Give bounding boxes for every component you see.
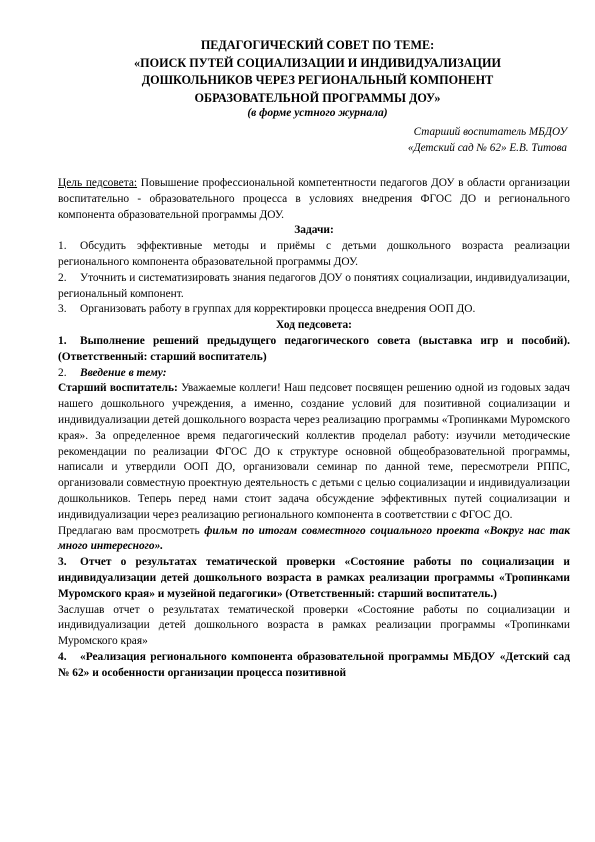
tasks-title: Задачи:	[294, 224, 334, 237]
document-heading	[60, 37, 575, 107]
heading-line-3: ДОШКОЛЬНИКОВ ЧЕРЕЗ РЕГИОНАЛЬНЫЙ КОМПОНЕНТ	[141, 73, 494, 87]
heading-line-4: ОБРАЗОВАТЕЛЬНОЙ ПРОГРАММЫ ДОУ»	[194, 90, 441, 105]
goal-text: Повышение профессиональной компетентности педагогов ДОУ в области организации воспитательно - образовательного процесса в условиях внедрения ФГОС ДО и регионального компонента образовательной программы ДОУ.	[58, 177, 570, 221]
course-item-3: 3. Отчет о результатах тематической проверки «Состояние работы по социализации и индивидуализации детей дошкольного возраста в рамках реализации программы «Тропинками Муромского края» и музейной педагогики» (Ответственный: старший воспитатель.)	[58, 556, 570, 600]
goal-label: Цель педсовета:	[58, 177, 138, 189]
speech-text: Уважаемые коллеги! Наш педсовет посвящен решению одной из годовых задач нашего дошкольного учреждения, а именно, создание условий для позитивной социализации и индивидуализации детей дошкольного возраста через реализацию программы «Тропинками Муромского края». За определенное время педагогический коллектив проделал работу: изучили методические рекомендации по реализации ФГОС ДО к структуре основной общеобразовательной программы, написали и утвердили ООП ДО, организовали семинар по данной теме, пересмотрели РППС, организовали совместную проектную деятельность с детьми с целью социализации и индивидуализации дошкольников. Теперь перед нами стоит задача обсуждение эффективных путей социализации и индивидуализации через реализацию регионального компонента в соответствии с ФГОС ДО.	[58, 382, 570, 521]
task-item: 1. Обсудить эффективные методы и приёмы с детьми дошкольного возраста реализации регионального компонента образовательной программы ДОУ.	[58, 240, 570, 268]
speech-paragraph	[58, 381, 570, 523]
course-title: Ход педсовета:	[276, 319, 352, 332]
course-item-1: 1. Выполнение решений предыдущего педагогического совета (выставка игр и пособий). (Ответственный: старший воспитатель)	[58, 334, 570, 363]
heading-line-1: ПЕДАГОГИЧЕСКИЙ СОВЕТ ПО ТЕМЕ:	[200, 38, 435, 52]
report-paragraph: Заслушав отчет о результатах тематической проверки «Состояние работы по социализации и индивидуализации детей дошкольного возраста в рамках реализации программы «Тропинками Муромского края»	[58, 603, 570, 648]
document-body	[58, 176, 570, 682]
goal-paragraph	[58, 176, 570, 223]
heading-line-2: «ПОИСК ПУТЕЙ СОЦИАЛИЗАЦИИ И ИНДИВИДУАЛИЗАЦИИ	[134, 55, 501, 70]
task-item: 2. Уточнить и систематизировать знания педагогов ДОУ о понятиях социализации, индивидуализации, региональный компонент.	[58, 271, 570, 300]
course-item-2: 2. Введение в тему:	[58, 366, 167, 379]
author-line-2: «Детский сад № 62» Е.В. Титова	[407, 142, 567, 154]
course-item-4: 4. «Реализация регионального компонента образовательной программы МБДОУ «Детский сад № 62» и особенности организации процесса позитивной	[58, 650, 570, 679]
task-item: 3. Организовать работу в группах для корректировки процесса внедрения ООП ДО.	[58, 303, 476, 316]
document-subtitle: (в форме устного журнала)	[247, 107, 388, 119]
film-paragraph: Предлагаю вам просмотреть фильм по итогам совместного социального проекта «Вокруг нас так много интересного».	[58, 524, 570, 553]
author-block	[408, 124, 567, 156]
author-line-1: Старший воспитатель МБДОУ	[413, 126, 567, 138]
speech-label: Старший воспитатель:	[58, 382, 178, 395]
